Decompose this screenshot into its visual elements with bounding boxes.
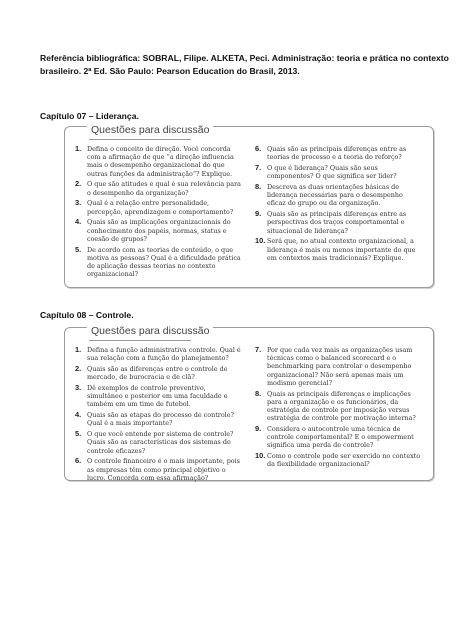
title-underline [89, 340, 191, 341]
question-item [75, 199, 243, 215]
question-number: 4. [75, 410, 82, 420]
question-text: Quais são as implicações organizacionais do conhecimento dos papéis, normas, status e coesão de grupos? [87, 218, 231, 243]
question-number: 3. [75, 383, 82, 392]
question-text: De acordo com as teorias de conteúdo, o que motiva as pessoas? Qual é a dificuldade prática de aplicação dessas teorias no contexto organizacional? [87, 245, 241, 279]
question-text: Defina o conceito de direção. Você concorda com a afirmação de que “a direção influencia mais o desempenho organizacional do que outras funções da administração”? Explique. [87, 145, 234, 178]
question-number: 8. [255, 182, 262, 191]
question-number: 4. [75, 217, 82, 227]
question-item [75, 411, 243, 427]
question-item [255, 346, 423, 387]
question-item [75, 218, 243, 243]
question-number: 2. [75, 364, 82, 373]
question-number: 6. [75, 456, 82, 466]
question-text: Por que cada vez mais as organizações usam técnicas como o balanced scorecard e o benchmarking para controlar o desempenho organizacional? Não será apenas mais um modismo gerencial? [267, 346, 413, 387]
questions-left-column [75, 346, 243, 485]
question-number: 5. [75, 244, 82, 254]
question-text: Como o controle pode ser exercido no contexto da flexibilidade organizacional? [267, 452, 421, 469]
question-text: Qual é a relação entre personalidade, percepção, aprendizagem e comportamento? [87, 199, 234, 216]
question-text: Será que, no atual contexto organizacional, a liderança é mais ou menos importante do que em contextos mais tradicionais? Explique. [267, 237, 416, 262]
question-text: Quais são as principais diferenças entre as teorias de processo e a teoria do reforço? [267, 145, 407, 162]
question-text: Quais são as etapas do processo de controle? Qual é a mais importante? [87, 411, 234, 428]
question-item [255, 145, 423, 161]
question-text: Dê exemplos de controle preventivo, simultâneo e posterior em uma faculdade e também em um time de futebol. [87, 384, 228, 409]
question-number: 1. [75, 345, 82, 354]
chapter-08-heading: Capítulo 08 – Controle. [40, 310, 134, 320]
question-text: Quais são as diferenças entre o controle de mercado, de burocracia e de clã? [87, 365, 228, 382]
question-text: O que é liderança? Quais são seus componentes? O que significa ser líder? [267, 164, 397, 181]
title-underline [89, 139, 191, 140]
question-item [75, 365, 243, 381]
question-number: 3. [75, 198, 82, 208]
questions-right-column [255, 145, 423, 281]
question-text: Quais as principais diferenças e implicações para a organização e os funcionários, da estratégia de controle por imposição versus estratégia de controle por motivação interna? [267, 389, 416, 423]
question-item [75, 457, 243, 482]
question-number: 8. [255, 388, 262, 398]
bibliographic-reference: Referência bibliográfica: SOBRAL, Filipe. ALKETA, Peci. Administração: teoria e prática no contexto brasileiro. 2ª Ed. São Paulo: Pearson Education do Brasil, 2013. [40, 53, 449, 76]
question-item [75, 145, 243, 178]
question-item [255, 183, 423, 208]
question-number: 10. [255, 451, 266, 461]
question-text: O que são atitudes e qual é sua relevância para o desempenho da organização? [87, 180, 241, 197]
question-number: 5. [75, 429, 82, 439]
chapter-07-heading: Capítulo 07 – Liderança. [40, 111, 139, 121]
question-text: O que você entende por sistema de controle? Quais são as características dos sistemas de controle eficazes? [87, 430, 234, 455]
discussion-box-chapter-08 [64, 327, 434, 481]
question-item [75, 430, 243, 455]
question-number: 9. [255, 209, 262, 219]
question-item [255, 452, 423, 468]
question-item [255, 425, 423, 450]
question-number: 2. [75, 179, 82, 189]
question-item [75, 384, 243, 409]
questions-right-column [255, 346, 423, 485]
question-number: 6. [255, 144, 262, 153]
question-number: 9. [255, 424, 262, 434]
box-title: Questões para discussão [87, 124, 213, 136]
question-number: 10. [255, 236, 266, 246]
question-item [75, 180, 243, 196]
questions-left-column [75, 145, 243, 281]
question-item [75, 246, 243, 279]
discussion-box-chapter-07 [64, 126, 434, 288]
question-text: Defina a função administrativa controle. Qual é sua relação com a função do planejamento? [87, 346, 241, 363]
question-item [255, 164, 423, 180]
question-number: 1. [75, 144, 82, 153]
question-number: 7. [255, 163, 262, 172]
question-item [255, 390, 423, 423]
question-text: Descreva as duas orientações básicas de liderança necessárias para o desempenho eficaz do grupo ou da organização. [267, 183, 403, 208]
question-item [255, 237, 423, 262]
question-number: 7. [255, 345, 262, 354]
question-text: Quais são as principais diferenças entre as perspectivas dos traços comportamental e situacional de liderança? [267, 210, 407, 235]
box-title: Questões para discussão [87, 325, 213, 337]
question-text: Considera o autocontrole uma técnica de controle comportamental? E o empowerment significa uma perda de controle? [267, 425, 414, 450]
question-text: O controle financeiro é o mais importante, pois as empresas têm como principal objetivo o lucro. Concorda com essa afirmação? [87, 457, 240, 482]
question-item [255, 210, 423, 235]
question-item [75, 346, 243, 362]
